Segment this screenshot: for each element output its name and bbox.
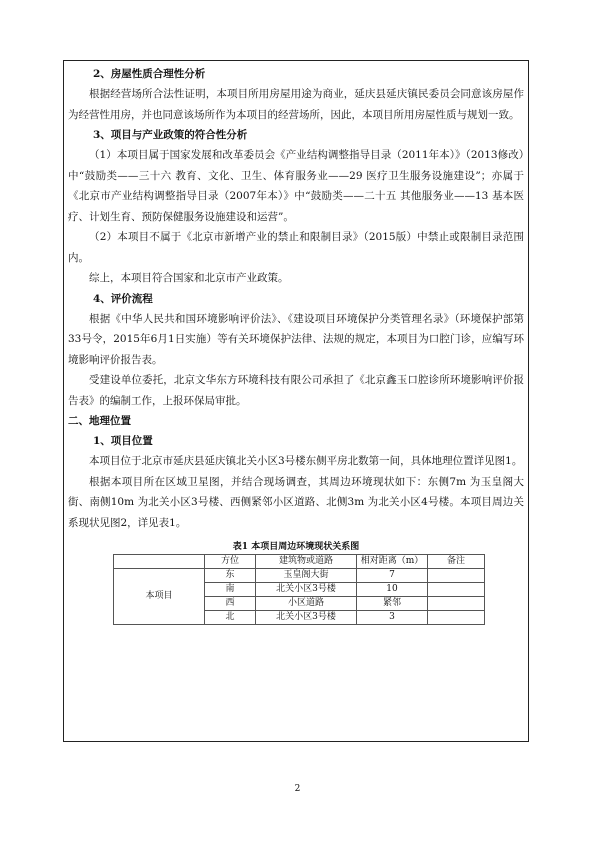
paragraph-location-1: 本项目位于北京市延庆县延庆镇北关小区3号楼东侧平房北数第一间，具体地理位置详见图1。: [89, 455, 523, 467]
table-cell-direction: 北: [205, 611, 256, 625]
page-number: 2: [294, 784, 301, 794]
table-header-cell: 备注: [428, 555, 485, 569]
paragraph-policy-2: （2）本项目不属于《北京市新增产业的禁止和限制目录》（2015版）中禁止或限制目录范围内。: [68, 231, 524, 264]
table-header-cell: [114, 555, 205, 569]
table-header-cell: 建筑物或道路: [256, 555, 357, 569]
paragraph-evaluation-1: 根据《中华人民共和国环境影响评价法》、《建设项目环境保护分类管理名录》（环境保护部第33号令，2015年6月1日实施）等有关环境保护法律、法规的规定，本项目为口腔门诊，应编写环境影响评价报告表。: [68, 312, 524, 366]
table-caption: 表1 本项目周边环境现状关系图: [232, 542, 360, 552]
heading-geographic-location: 二、地理位置: [68, 415, 131, 427]
paragraph-policy-conclusion: 综上，本项目符合国家和北京市产业政策。: [89, 272, 289, 284]
table-cell-distance: 3: [357, 611, 428, 625]
table-cell-note: [428, 611, 485, 625]
paragraph-location-2: 根据本项目所在区域卫星图，并结合现场调查，其周边环境现状如下：东侧7m 为玉皇阁大街、南侧10m 为北关小区3号楼、西侧紧邻小区道路、北侧3m 为北关小区4号楼。本项目周边关系现状见图2，详见表1。: [68, 475, 524, 529]
document-body: [68, 64, 524, 625]
surroundings-table: [113, 554, 485, 625]
table-cell-name: 北关小区3号楼: [256, 611, 357, 625]
paragraph-property-nature: 根据经营场所合法性证明，本项目所用房屋用途为商业，延庆县延庆镇民委员会同意该房屋作为经营性用房，并也同意该场所作为本项目的经营场所，因此，本项目所用房屋性质与规划一致。: [68, 88, 524, 121]
table-header-row: [114, 555, 485, 569]
table-row: [114, 569, 485, 583]
table-header-cell: 相对距离（m）: [357, 555, 428, 569]
table-cell-direction: 南: [205, 583, 256, 597]
table-cell-direction: 东: [205, 569, 256, 583]
heading-industry-policy: 3、项目与产业政策的符合性分析: [93, 129, 248, 141]
table-cell-direction: 西: [205, 597, 256, 611]
heading-evaluation-process: 4、评价流程: [93, 292, 153, 305]
table-cell-note: [428, 583, 485, 597]
table-cell-distance: 7: [357, 569, 428, 583]
table-cell-note: [428, 597, 485, 611]
table-cell-name: 小区道路: [256, 597, 357, 611]
table-group-label: 本项目: [114, 569, 205, 625]
paragraph-evaluation-2: 受建设单位委托，北京文华东方环境科技有限公司承担了《北京鑫玉口腔诊所环境影响评价报告表》的编制工作，上报环保局审批。: [68, 374, 524, 407]
heading-project-location: 1、项目位置: [93, 435, 153, 447]
table-header-cell: 方位: [205, 555, 256, 569]
table-cell-name: 玉皇阁大街: [256, 569, 357, 583]
table-cell-name: 北关小区3号楼: [256, 583, 357, 597]
heading-property-nature: 2、房屋性质合理性分析: [93, 68, 206, 80]
table-cell-note: [428, 569, 485, 583]
table-cell-distance: 10: [357, 583, 428, 597]
paragraph-policy-1: （1）本项目属于国家发展和改革委员会《产业结构调整指导目录（2011年本）》（2013修改）中“鼓励类——三十六 教育、文化、卫生、体育服务业——29 医疗卫生服务设施建设”；亦属于《北京市产业结构调整指导目录（2007年本）》中“鼓励类——二十五 其他服务业——13 基本医疗、计划生育、预防保健服务设施建设和运营”。: [68, 149, 524, 223]
table-cell-distance: 紧邻: [357, 597, 428, 611]
